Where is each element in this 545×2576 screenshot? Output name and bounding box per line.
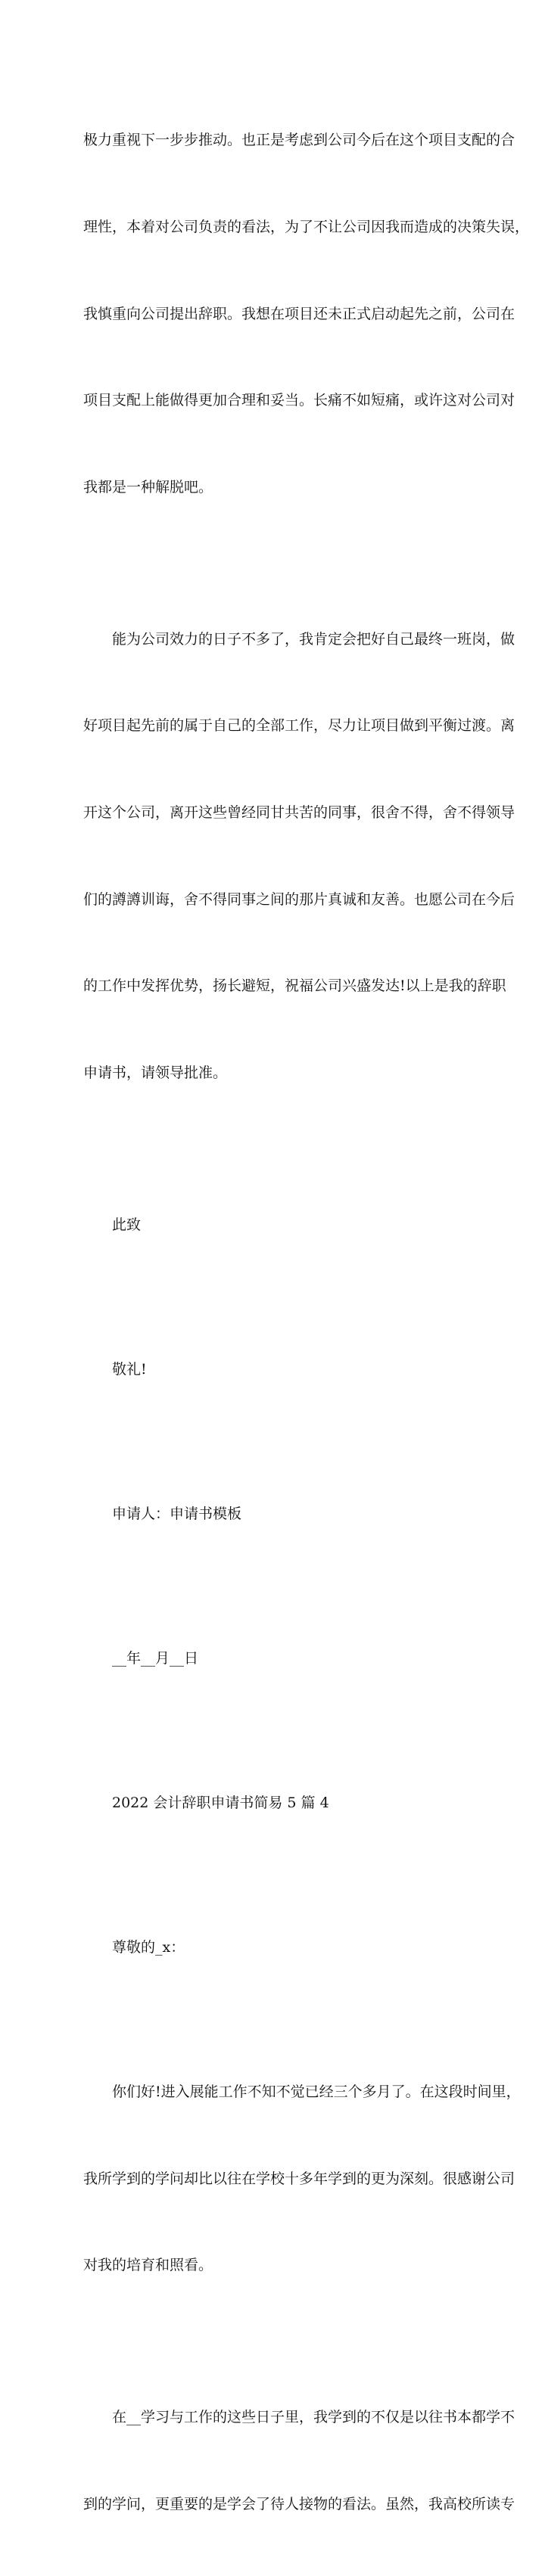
paragraph-1	[83, 68, 530, 559]
text-line: 好项目起先前的属于自己的全部工作，尽力让项目做到平衡过渡。离	[83, 717, 515, 735]
paragraph-gap	[83, 1145, 466, 1153]
date-text: __年__月__日	[112, 1649, 199, 1667]
text-line: 们的譐譐训诲，舍不得同事之间的那片真诚和友善。也愿公司在今后	[83, 890, 515, 908]
section-title	[83, 1731, 466, 1875]
text-line: 的工作中发挥优势，扬长避短，祝福公司兴盛发达!以上是我的辞职	[83, 977, 506, 995]
text-line: 我都是一种解脱吧。	[83, 478, 213, 496]
closing-line: 此致	[112, 1216, 142, 1233]
text-line: 你们好!进入展能工作不知不觉已经三个多月了。在这段时间里，	[112, 2083, 521, 2101]
paragraph-2	[83, 567, 515, 1145]
paragraph-3	[83, 2020, 521, 2338]
text-line: 开这个公司，离开这些曾经同甘共苦的同事，很舍不得，舍不得领导	[83, 804, 515, 822]
section-title-text: 2022 会计辞职申请书简易 5 篇 4	[112, 1794, 329, 1811]
text-line: 在__学习与工作的这些日子里，我学到的不仅是以往书本都学不	[112, 2409, 515, 2426]
text-line: 申请书，请领导批准。	[83, 1064, 228, 1081]
closing-regards	[83, 1297, 466, 1442]
greeting-text: 尊敬的_x：	[112, 1939, 185, 1956]
text-line: 理性，本着对公司负责的看法，为了不让公司因我而造成的决策失误，	[83, 219, 530, 236]
text-line: 极力重视下一步步推动。也正是考虑到公司今后在这个项目支配的合	[83, 132, 515, 149]
paragraph-4	[83, 2345, 515, 2576]
applicant-line	[83, 1442, 466, 1586]
date-line	[83, 1586, 466, 1731]
text-line: 对我的培育和照看。	[83, 2257, 213, 2274]
text-line: 能为公司效力的日子不多了，我肯定会把好自己最终一班岗，做	[112, 630, 515, 648]
closing-line: 敬礼!	[112, 1360, 147, 1378]
paragraph-gap	[83, 2338, 466, 2345]
text-line: 我所学到的学问却比以往在学校十多年学到的更为深刻。很感谢公司	[83, 2170, 515, 2187]
text-line: 到的学问，更重要的是学会了待人接物的看法。虽然，我高校所读专	[83, 2495, 515, 2512]
paragraph-gap	[83, 559, 466, 567]
greeting-line	[83, 1875, 466, 2020]
closing-salutation	[83, 1153, 466, 1297]
text-line: 项目支配上能做得更加合理和妥当。长痛不如短痛，或许这对公司对	[83, 392, 515, 409]
text-line: 我慎重向公司提出辞职。我想在项目还未正式启动起先之前，公司在	[83, 305, 515, 322]
document-body	[83, 68, 530, 2576]
applicant-text: 申请人：申请书模板	[112, 1505, 242, 1522]
